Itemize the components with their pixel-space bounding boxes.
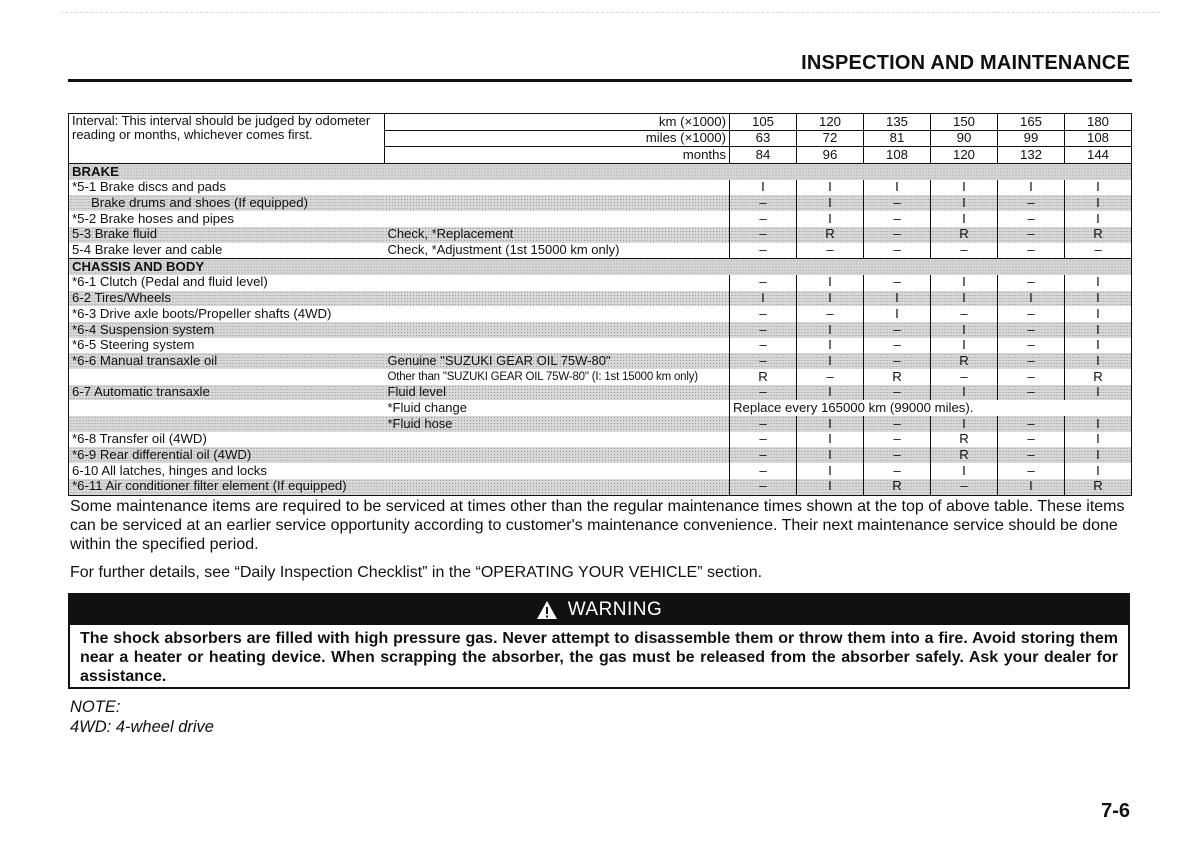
schedule-cell: I bbox=[864, 291, 931, 307]
schedule-cell: R bbox=[730, 369, 797, 385]
page-number: 7-6 bbox=[1101, 800, 1130, 822]
schedule-cell: – bbox=[864, 463, 931, 479]
schedule-cell: – bbox=[730, 275, 797, 291]
schedule-cell: I bbox=[1065, 447, 1132, 463]
item-label bbox=[69, 369, 385, 385]
item-note bbox=[385, 463, 730, 479]
item-label: *5-1 Brake discs and pads bbox=[72, 179, 226, 195]
item-label: 5-4 Brake lever and cable bbox=[72, 242, 223, 258]
schedule-cell: – bbox=[998, 385, 1065, 401]
schedule-cell: – bbox=[998, 322, 1065, 338]
schedule-cell: – bbox=[998, 275, 1065, 291]
interval-value: 108 bbox=[864, 147, 931, 164]
schedule-cell: I bbox=[797, 211, 864, 227]
note bbox=[70, 697, 214, 737]
schedule-cell: – bbox=[998, 369, 1065, 385]
schedule-cell: I bbox=[931, 416, 998, 432]
item-note bbox=[385, 291, 730, 307]
item-label: *5-2 Brake hoses and pipes bbox=[72, 211, 235, 226]
category-row bbox=[69, 164, 1132, 180]
schedule-cell: – bbox=[998, 353, 1065, 369]
schedule-cell: – bbox=[730, 306, 797, 322]
schedule-cell: I bbox=[797, 180, 864, 196]
schedule-cell: I bbox=[1065, 463, 1132, 479]
warning-title: WARNING bbox=[567, 599, 663, 620]
item-label: 6-7 Automatic transaxle bbox=[69, 385, 385, 401]
interval-header-row bbox=[69, 114, 1132, 131]
schedule-cell: I bbox=[1065, 211, 1132, 227]
schedule-cell: – bbox=[1065, 243, 1132, 259]
table-row bbox=[69, 479, 1132, 495]
schedule-cell: – bbox=[730, 227, 797, 243]
table-row bbox=[69, 432, 1132, 448]
schedule-cell: I bbox=[931, 385, 998, 401]
schedule-cell: I bbox=[864, 306, 931, 322]
schedule-cell: I bbox=[730, 180, 797, 196]
interval-value: 72 bbox=[797, 130, 864, 147]
schedule-cell: – bbox=[931, 479, 998, 495]
schedule-cell: I bbox=[931, 180, 998, 196]
table-row bbox=[69, 211, 1132, 227]
schedule-cell: – bbox=[998, 416, 1065, 432]
schedule-cell: – bbox=[730, 243, 797, 259]
schedule-cell: I bbox=[931, 195, 998, 211]
schedule-cell: I bbox=[1065, 353, 1132, 369]
schedule-cell: R bbox=[864, 369, 931, 385]
interval-value: 108 bbox=[1065, 130, 1132, 147]
schedule-cell: – bbox=[998, 432, 1065, 448]
schedule-cell: – bbox=[998, 195, 1065, 211]
schedule-cell: I bbox=[797, 447, 864, 463]
table-row bbox=[69, 322, 1132, 338]
schedule-cell: – bbox=[931, 243, 998, 259]
schedule-cell: – bbox=[730, 211, 797, 227]
schedule-cell: – bbox=[797, 369, 864, 385]
interval-value: 150 bbox=[931, 114, 998, 131]
schedule-cell: I bbox=[797, 385, 864, 401]
schedule-cell: I bbox=[797, 416, 864, 432]
schedule-cell: – bbox=[864, 195, 931, 211]
interval-value: 120 bbox=[797, 114, 864, 131]
schedule-cell: R bbox=[931, 432, 998, 448]
item-note bbox=[385, 322, 730, 338]
category-row bbox=[69, 259, 1132, 275]
warning-header bbox=[70, 595, 1128, 625]
schedule-cell: I bbox=[797, 275, 864, 291]
schedule-cell: I bbox=[797, 479, 864, 495]
schedule-cell: I bbox=[1065, 275, 1132, 291]
schedule-cell: R bbox=[931, 227, 998, 243]
schedule-cell: – bbox=[797, 243, 864, 259]
schedule-cell: – bbox=[864, 338, 931, 354]
schedule-cell: I bbox=[931, 322, 998, 338]
item-note bbox=[385, 479, 730, 495]
schedule-cell: – bbox=[730, 385, 797, 401]
table-row bbox=[69, 369, 1132, 385]
schedule-cell: I bbox=[797, 322, 864, 338]
item-label: *6-3 Drive axle boots/Propeller shafts (4WD) bbox=[72, 306, 332, 321]
schedule-cell: I bbox=[1065, 291, 1132, 307]
schedule-cell: I bbox=[1065, 385, 1132, 401]
item-label: Brake drums and shoes (If equipped) bbox=[69, 195, 385, 211]
schedule-cell: – bbox=[931, 369, 998, 385]
schedule-cell: I bbox=[797, 338, 864, 354]
item-label: *6-11 Air conditioner filter element (If equipped) bbox=[69, 479, 385, 495]
item-label: *6-6 Manual transaxle oil bbox=[69, 353, 385, 369]
item-note bbox=[385, 195, 730, 211]
table-row bbox=[69, 353, 1132, 369]
warning-triangle-icon bbox=[536, 600, 558, 620]
unit-label: months bbox=[385, 147, 730, 164]
warning-text: The shock absorbers are filled with high pressure gas. Never attempt to disassemble them or throw them into a fire. Avoid storing them near a heater or heating device. When scrapping the absorber, the gas must be released from the absorber safely. Ask your dealer for assistance. bbox=[80, 630, 1118, 685]
item-note: *Fluid change bbox=[387, 400, 467, 415]
table-row bbox=[69, 291, 1132, 307]
item-note bbox=[385, 180, 730, 196]
category-label: BRAKE bbox=[69, 164, 1132, 180]
item-label: 6-10 All latches, hinges and locks bbox=[72, 463, 267, 478]
interval-value: 132 bbox=[998, 147, 1065, 164]
schedule-cell: – bbox=[998, 306, 1065, 322]
item-note bbox=[385, 306, 730, 322]
item-note: Check, *Replacement bbox=[385, 227, 730, 243]
schedule-cell: I bbox=[797, 195, 864, 211]
interval-value: 96 bbox=[797, 147, 864, 164]
interval-value: 90 bbox=[931, 130, 998, 147]
note-text: 4WD: 4-wheel drive bbox=[70, 718, 214, 736]
item-note: *Fluid hose bbox=[385, 416, 730, 432]
interval-value: 135 bbox=[864, 114, 931, 131]
item-note: Genuine "SUZUKI GEAR OIL 75W-80" bbox=[385, 353, 730, 369]
item-note: Other than "SUZUKI GEAR OIL 75W-80" (I: 1st 15000 km only) bbox=[387, 370, 698, 383]
item-note bbox=[385, 447, 730, 463]
item-note bbox=[385, 432, 730, 448]
schedule-cell: I bbox=[931, 291, 998, 307]
table-row bbox=[69, 463, 1132, 479]
schedule-cell: – bbox=[864, 227, 931, 243]
schedule-cell: I bbox=[797, 291, 864, 307]
schedule-cell: – bbox=[998, 227, 1065, 243]
table-row bbox=[69, 275, 1132, 291]
schedule-cell: I bbox=[797, 353, 864, 369]
schedule-cell: I bbox=[931, 211, 998, 227]
unit-label: miles (×1000) bbox=[385, 130, 730, 147]
note-label: NOTE: bbox=[70, 698, 121, 716]
schedule-cell: – bbox=[730, 338, 797, 354]
schedule-cell: – bbox=[864, 275, 931, 291]
table-row bbox=[69, 243, 1132, 259]
schedule-cell: – bbox=[998, 211, 1065, 227]
schedule-cell: – bbox=[864, 211, 931, 227]
replace-interval-note: Replace every 165000 km (99000 miles). bbox=[730, 400, 1132, 416]
schedule-cell: I bbox=[1065, 180, 1132, 196]
header-rule bbox=[68, 79, 1132, 82]
schedule-cell: I bbox=[864, 180, 931, 196]
item-note bbox=[385, 338, 730, 354]
item-label: *6-5 Steering system bbox=[72, 337, 195, 353]
interval-value: 81 bbox=[864, 130, 931, 147]
schedule-cell: – bbox=[730, 416, 797, 432]
schedule-cell: I bbox=[730, 291, 797, 307]
maintenance-paragraph: Some maintenance items are required to be serviced at times other than the regular maintenance times shown at the top of above table. These items can be serviced at an earlier service opportunity according to customer's maintenance convenience. Their next maintenance service should be done within the specified period. bbox=[70, 498, 1125, 553]
item-label: *6-9 Rear differential oil (4WD) bbox=[69, 447, 385, 463]
interval-text-line: Interval: This interval should be judged by odometer bbox=[72, 113, 371, 128]
schedule-cell: I bbox=[797, 463, 864, 479]
schedule-cell: I bbox=[931, 275, 998, 291]
item-note bbox=[385, 211, 730, 227]
interval-value: 165 bbox=[998, 114, 1065, 131]
interval-value: 84 bbox=[730, 147, 797, 164]
item-label bbox=[69, 416, 385, 432]
schedule-cell: I bbox=[931, 338, 998, 354]
item-note: Check, *Adjustment (1st 15000 km only) bbox=[387, 242, 620, 258]
table-row bbox=[69, 227, 1132, 243]
interval-value: 63 bbox=[730, 130, 797, 147]
table-row bbox=[69, 447, 1132, 463]
schedule-cell: – bbox=[864, 322, 931, 338]
item-label: *6-8 Transfer oil (4WD) bbox=[72, 431, 207, 447]
schedule-cell: – bbox=[864, 385, 931, 401]
table-row bbox=[69, 338, 1132, 354]
item-label: 5-3 Brake fluid bbox=[69, 227, 385, 243]
schedule-cell: I bbox=[1065, 338, 1132, 354]
item-label: *6-4 Suspension system bbox=[69, 322, 385, 338]
schedule-cell: – bbox=[998, 463, 1065, 479]
section-title: INSPECTION AND MAINTENANCE bbox=[801, 52, 1130, 74]
details-reference-paragraph: For further details, see “Daily Inspection Checklist” in the “OPERATING YOUR VEHICLE” section. bbox=[70, 564, 763, 581]
schedule-cell: – bbox=[730, 195, 797, 211]
schedule-cell: I bbox=[998, 291, 1065, 307]
interval-description bbox=[69, 114, 385, 164]
schedule-cell: R bbox=[931, 447, 998, 463]
schedule-cell: I bbox=[1065, 432, 1132, 448]
schedule-cell: I bbox=[1065, 195, 1132, 211]
item-label: 6-2 Tires/Wheels bbox=[69, 291, 385, 307]
schedule-cell: I bbox=[998, 180, 1065, 196]
schedule-cell: R bbox=[1065, 479, 1132, 495]
item-note bbox=[385, 275, 730, 291]
interval-value: 180 bbox=[1065, 114, 1132, 131]
schedule-cell: – bbox=[864, 447, 931, 463]
schedule-cell: – bbox=[864, 416, 931, 432]
table-row bbox=[69, 195, 1132, 211]
schedule-cell: – bbox=[864, 432, 931, 448]
schedule-cell: I bbox=[1065, 306, 1132, 322]
warning-box bbox=[68, 593, 1130, 689]
table-row bbox=[69, 400, 1132, 416]
schedule-cell: I bbox=[1065, 322, 1132, 338]
category-label: CHASSIS AND BODY bbox=[69, 259, 1132, 275]
table-row bbox=[69, 385, 1132, 401]
schedule-cell: – bbox=[730, 353, 797, 369]
schedule-cell: – bbox=[730, 432, 797, 448]
schedule-cell: R bbox=[864, 479, 931, 495]
schedule-cell: R bbox=[797, 227, 864, 243]
table-row bbox=[69, 416, 1132, 432]
schedule-cell: – bbox=[730, 463, 797, 479]
schedule-cell: I bbox=[1065, 416, 1132, 432]
schedule-cell: – bbox=[864, 243, 931, 259]
table-row bbox=[69, 306, 1132, 322]
item-note: Fluid level bbox=[385, 385, 730, 401]
schedule-cell: – bbox=[998, 447, 1065, 463]
scan-artifact-line bbox=[60, 12, 1160, 21]
maintenance-schedule-table bbox=[68, 113, 1132, 496]
interval-value: 105 bbox=[730, 114, 797, 131]
schedule-cell: – bbox=[931, 306, 998, 322]
interval-value: 120 bbox=[931, 147, 998, 164]
table-row bbox=[69, 180, 1132, 196]
unit-label: km (×1000) bbox=[385, 114, 730, 131]
schedule-cell: I bbox=[998, 479, 1065, 495]
interval-value: 99 bbox=[998, 130, 1065, 147]
interval-value: 144 bbox=[1065, 147, 1132, 164]
schedule-cell: – bbox=[730, 322, 797, 338]
schedule-cell: I bbox=[931, 463, 998, 479]
schedule-cell: – bbox=[998, 243, 1065, 259]
schedule-cell: R bbox=[931, 353, 998, 369]
schedule-cell: I bbox=[797, 432, 864, 448]
schedule-cell: – bbox=[998, 338, 1065, 354]
schedule-cell: – bbox=[730, 447, 797, 463]
schedule-cell: – bbox=[730, 479, 797, 495]
schedule-cell: – bbox=[797, 306, 864, 322]
schedule-cell: R bbox=[1065, 227, 1132, 243]
schedule-cell: – bbox=[864, 353, 931, 369]
interval-text-line: reading or months, whichever comes first. bbox=[72, 127, 313, 142]
schedule-cell: R bbox=[1065, 369, 1132, 385]
item-label bbox=[69, 400, 385, 416]
item-label: *6-1 Clutch (Pedal and fluid level) bbox=[72, 274, 268, 290]
